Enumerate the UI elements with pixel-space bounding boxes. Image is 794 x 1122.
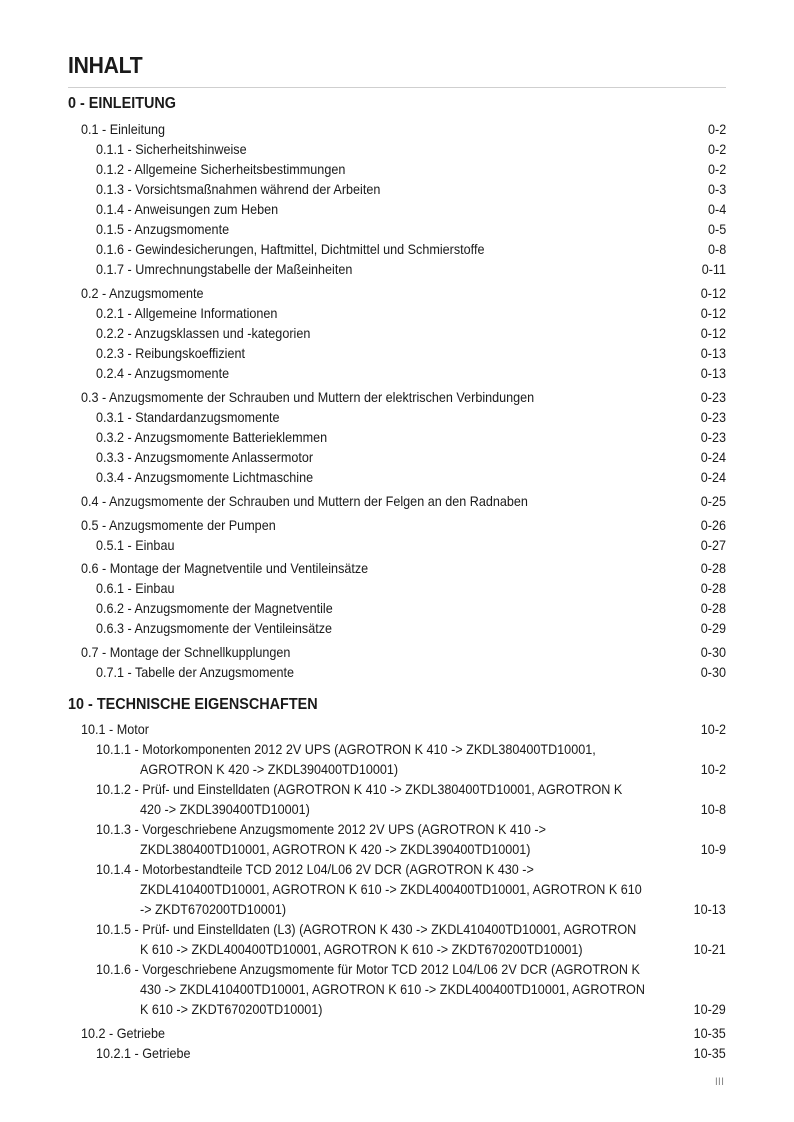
toc-entry-title: 0.1.7 - Umrechnungstabelle der Maßeinheiten — [96, 261, 353, 277]
toc-entry-page: 0-28 — [700, 580, 726, 596]
toc-entry-page: 0-2 — [707, 161, 726, 177]
toc-entry-title: 10.2 - Getriebe — [81, 1025, 166, 1041]
toc-entry-title: 430 -> ZKDL410400TD10001, AGROTRON K 610 -> ZKDL400400TD10001, AGROTRON — [140, 981, 645, 997]
toc-entry-title: 0.5 - Anzugsmomente der Pumpen — [81, 517, 276, 533]
toc-entry-page: 10-35 — [693, 1045, 726, 1061]
toc-entry-page: 0-2 — [707, 141, 726, 157]
toc-entry-title: 10.1 - Motor — [81, 721, 149, 737]
toc-entry-title: 10.1.2 - Prüf- und Einstelldaten (AGROTRON K 410 -> ZKDL380400TD10001, AGROTRON K — [96, 781, 623, 797]
title-divider — [68, 87, 726, 88]
toc-entry-title: 0.2 - Anzugsmomente — [81, 285, 204, 301]
toc-entry-title: 0.4 - Anzugsmomente der Schrauben und Muttern der Felgen an den Radnaben — [81, 493, 528, 509]
toc-entry-title: 0.3.1 - Standardanzugsmomente — [96, 409, 280, 425]
toc-entry-page: 0-29 — [700, 620, 726, 636]
toc-entry-title: 0.5.1 - Einbau — [96, 537, 175, 553]
toc-entry-page: 10-29 — [693, 1001, 726, 1017]
toc-entry-title: 0.6.2 - Anzugsmomente der Magnetventile — [96, 600, 333, 616]
toc-entry-title: 0.1.5 - Anzugsmomente — [96, 221, 230, 237]
toc-entry-title: 10.2.1 - Getriebe — [96, 1045, 191, 1061]
page-number: III — [714, 1076, 724, 1088]
toc-entry-page: 10-13 — [693, 901, 726, 917]
toc-entry-page: 0-3 — [707, 181, 726, 197]
toc-entry-title: ZKDL380400TD10001, AGROTRON K 420 -> ZKDL390400TD10001) — [140, 841, 531, 857]
toc-entry-page: 10-8 — [700, 801, 726, 817]
toc-entry-title: 0.6 - Montage der Magnetventile und Ventileinsätze — [81, 560, 369, 576]
toc-entry-title: 0.7.1 - Tabelle der Anzugsmomente — [96, 664, 294, 680]
toc-entry-page: 0-25 — [700, 493, 726, 509]
toc-entry-page: 0-30 — [700, 644, 726, 660]
toc-entry-page: 0-8 — [707, 241, 726, 257]
toc-entry-page: 0-5 — [707, 221, 726, 237]
toc-entry-title: AGROTRON K 420 -> ZKDL390400TD10001) — [140, 761, 399, 777]
toc-entry-title: 0.1 - Einleitung — [81, 121, 166, 137]
toc-entry-title: 0.6.3 - Anzugsmomente der Ventileinsätze — [96, 620, 333, 636]
toc-entry-page: 0-24 — [700, 449, 726, 465]
toc-entry-title: 0.2.2 - Anzugsklassen und -kategorien — [96, 325, 311, 341]
toc-entry-page: 0-24 — [700, 469, 726, 485]
toc-entry-title: 0.1.1 - Sicherheitshinweise — [96, 141, 247, 157]
toc-entry-title: 10.1.1 - Motorkomponenten 2012 2V UPS (AGROTRON K 410 -> ZKDL380400TD10001, — [96, 741, 596, 757]
toc-entry-title: 0.2.3 - Reibungskoeffizient — [96, 345, 245, 361]
toc-entry-title: 0.1.2 - Allgemeine Sicherheitsbestimmungen — [96, 161, 346, 177]
toc-entry-page: 0-23 — [700, 409, 726, 425]
toc-entry-title: 0.3.4 - Anzugsmomente Lichtmaschine — [96, 469, 314, 485]
toc-entry-page: 10-2 — [700, 761, 726, 777]
toc-entry-page: 0-23 — [700, 429, 726, 445]
toc-entry-title: 10.1.4 - Motorbestandteile TCD 2012 L04/L06 2V DCR (AGROTRON K 430 -> — [96, 861, 534, 877]
toc-entry-title: 0.3.2 - Anzugsmomente Batterieklemmen — [96, 429, 328, 445]
toc-entry-page: 0-28 — [700, 600, 726, 616]
toc-entry-page: 0-27 — [700, 537, 726, 553]
toc-entry-title: 10.1.3 - Vorgeschriebene Anzugsmomente 2012 2V UPS (AGROTRON K 410 -> — [96, 821, 546, 837]
toc-entry-title: ZKDL410400TD10001, AGROTRON K 610 -> ZKDL400400TD10001, AGROTRON K 610 — [140, 881, 642, 897]
page-title: INHALT — [68, 52, 143, 78]
toc-entry-title: 420 -> ZKDL390400TD10001) — [140, 801, 310, 817]
toc-entry-title: 0.2.1 - Allgemeine Informationen — [96, 305, 278, 321]
chapter-heading-10: 10 - TECHNISCHE EIGENSCHAFTEN — [68, 696, 318, 713]
toc-entry-page: 0-13 — [700, 365, 726, 381]
toc-entry-page: 0-30 — [700, 664, 726, 680]
toc-entry-page: 10-2 — [700, 721, 726, 737]
toc-entry-title: 0.1.4 - Anweisungen zum Heben — [96, 201, 279, 217]
toc-entry-page: 0-2 — [707, 121, 726, 137]
toc-entry-title: 0.3.3 - Anzugsmomente Anlassermotor — [96, 449, 314, 465]
toc-entry-title: 0.1.6 - Gewindesicherungen, Haftmittel, Dichtmittel und Schmierstoffe — [96, 241, 485, 257]
toc-entry-page: 10-9 — [700, 841, 726, 857]
toc-entry-page: 0-26 — [700, 517, 726, 533]
toc-entry-title: 0.7 - Montage der Schnellkupplungen — [81, 644, 291, 660]
toc-entry-title: 10.1.6 - Vorgeschriebene Anzugsmomente für Motor TCD 2012 L04/L06 2V DCR (AGROTRON K — [96, 961, 640, 977]
toc-entry-title: K 610 -> ZKDL400400TD10001, AGROTRON K 610 -> ZKDT670200TD10001) — [140, 941, 583, 957]
toc-entry-title: 10.1.5 - Prüf- und Einstelldaten (L3) (AGROTRON K 430 -> ZKDL410400TD10001, AGROTRON — [96, 921, 637, 937]
toc-entry-page: 0-12 — [700, 325, 726, 341]
toc-entry-page: 0-28 — [700, 560, 726, 576]
toc-entry-title: 0.2.4 - Anzugsmomente — [96, 365, 230, 381]
toc-entry-page: 10-35 — [693, 1025, 726, 1041]
toc-entry-page: 0-4 — [707, 201, 726, 217]
toc-entry-page: 0-12 — [700, 285, 726, 301]
toc-entry-page: 0-13 — [700, 345, 726, 361]
toc-entry-title: 0.3 - Anzugsmomente der Schrauben und Muttern der elektrischen Verbindungen — [81, 389, 535, 405]
toc-entry-page: 10-21 — [693, 941, 726, 957]
toc-entry-page: 0-23 — [700, 389, 726, 405]
toc-entry-title: -> ZKDT670200TD10001) — [140, 901, 287, 917]
toc-entry-title: K 610 -> ZKDT670200TD10001) — [140, 1001, 323, 1017]
toc-entry-title: 0.1.3 - Vorsichtsmaßnahmen während der Arbeiten — [96, 181, 381, 197]
chapter-heading-0: 0 - EINLEITUNG — [68, 95, 177, 112]
toc-entry-title: 0.6.1 - Einbau — [96, 580, 175, 596]
toc-entry-page: 0-12 — [700, 305, 726, 321]
toc-entry-page: 0-11 — [701, 261, 726, 277]
